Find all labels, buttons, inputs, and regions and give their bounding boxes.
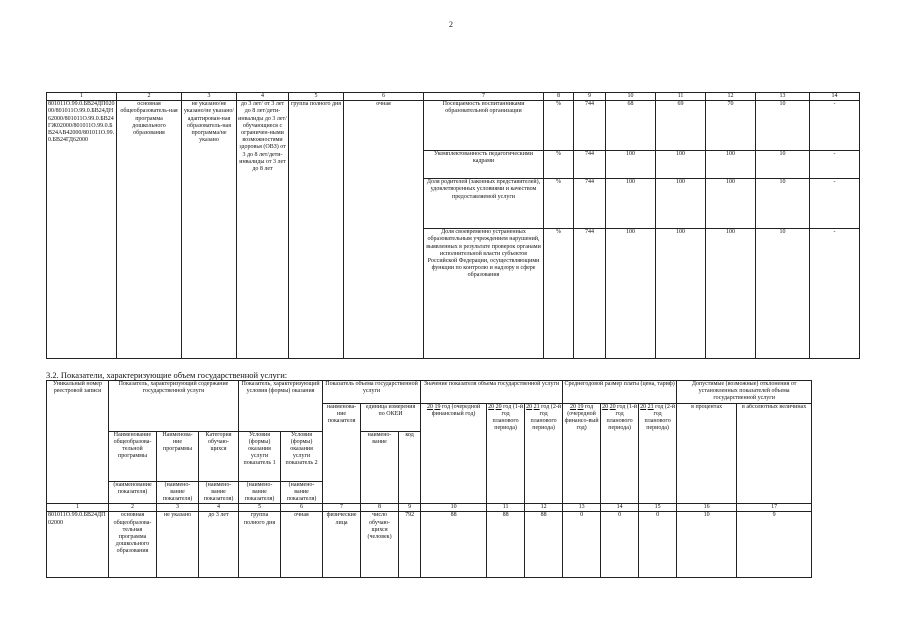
abs-deviation-cell: - <box>810 229 860 359</box>
header-note-3: (наимено-вание показателя) <box>199 481 239 504</box>
volume-indicators-table <box>46 380 812 578</box>
code-cell: 744 <box>574 101 606 151</box>
indicator-name: Посещаемость воспитанниками образовательной организации <box>424 101 544 151</box>
value-cell: 68 <box>606 101 656 151</box>
header-conditions: Показатель, характеризующий условия (формы) оказания <box>239 381 323 432</box>
column-number: 7 <box>424 93 544 101</box>
column-number: 11 <box>656 93 706 101</box>
data-cell: 0 <box>639 512 677 578</box>
column-number: 12 <box>525 504 563 512</box>
column-number: 17 <box>737 504 812 512</box>
deviation-cell: 10 <box>756 229 810 359</box>
column-number: 6 <box>344 93 424 101</box>
form-cell: очная <box>344 101 424 359</box>
indicator-name: Доля родителей (законных представителей), удовлетворенных условиями и качеством предоставляемой услуги <box>424 179 544 229</box>
table-row <box>47 504 812 512</box>
deviation-cell: 10 <box>756 101 810 151</box>
column-number: 9 <box>574 93 606 101</box>
code-cell: 744 <box>574 229 606 359</box>
column-number: 9 <box>399 504 421 512</box>
header-values: Значение показателя объема государственной услуги <box>421 381 563 404</box>
table-row <box>47 93 860 101</box>
header-sub-5: Условия (формы) оказания услуги показатель 2 <box>281 431 323 481</box>
column-number: 16 <box>677 504 737 512</box>
category-cell: до 3 лет/ от 3 лет до 8 лет/дети-инвалиды до 3 лет/ обучающиеся с ограничен-ными возможностями здоровья (ОВЗ) от 3 до 8 лет/дети-инвалиды от 3 лет до 8 лет <box>237 101 289 359</box>
unit-cell: % <box>544 101 574 151</box>
table-row <box>47 101 860 151</box>
abs-deviation-cell: - <box>810 179 860 229</box>
header-price: Среднегодовой размер платы (цена, тариф) <box>563 381 677 404</box>
header-year-1: 20 19 год (очередной финансовый год) <box>421 403 487 504</box>
column-number: 4 <box>237 93 289 101</box>
value-cell: 100 <box>606 179 656 229</box>
program-cell: основная общеобразователь-ная программа дошкольного образования <box>117 101 182 359</box>
header-deviation: Допустимые (возможные) отклонения от установленных показателей объема государственной услуги <box>677 381 812 404</box>
column-number: 15 <box>639 504 677 512</box>
value-cell: 100 <box>706 179 756 229</box>
column-number: 10 <box>606 93 656 101</box>
column-number: 14 <box>810 93 860 101</box>
column-number: 5 <box>289 93 344 101</box>
header-price-year-3: 20 21 год (2-й год планового периода) <box>639 403 677 504</box>
value-cell: 100 <box>606 229 656 359</box>
unit-cell: % <box>544 229 574 359</box>
header-sub-3: Категория обучаю-щихся <box>199 431 239 481</box>
header-note-5: (наимено-вание показателя) <box>281 481 323 504</box>
data-cell: 0 <box>563 512 601 578</box>
code-cell: 744 <box>574 179 606 229</box>
data-cell: 801011О.99.0.БВ24ДП02000 <box>47 512 109 578</box>
header-unit-code: код <box>399 431 421 504</box>
section-title: 3.2. Показатели, характеризующие объем государственной услуги: <box>46 370 288 380</box>
value-cell: 100 <box>656 151 706 179</box>
header-absolute: в абсолютных величинах <box>737 403 812 504</box>
value-cell: 100 <box>706 229 756 359</box>
data-cell: 88 <box>525 512 563 578</box>
header-unit: единица измерения по ОКЕИ <box>361 403 421 431</box>
column-number: 10 <box>421 504 487 512</box>
page-number: 2 <box>449 20 453 29</box>
value-cell: 100 <box>606 151 656 179</box>
column-number: 4 <box>199 504 239 512</box>
column-number: 13 <box>756 93 810 101</box>
data-cell: очная <box>281 512 323 578</box>
column-number: 6 <box>281 504 323 512</box>
column-number: 13 <box>563 504 601 512</box>
data-cell: основная общеобразова-тельная программа дошкольного образования <box>109 512 157 578</box>
column-number: 2 <box>117 93 182 101</box>
data-cell: 88 <box>421 512 487 578</box>
value-cell: 100 <box>656 179 706 229</box>
column-number: 1 <box>47 504 109 512</box>
header-note-2: (наимено-вание показателя) <box>157 481 199 504</box>
unit-cell: % <box>544 179 574 229</box>
registry-number-cell: 801011О.99.0.БВ24ДП02000/801011О.99.0.БВ24ДН62000/801011О.99.0.БВ24ГЖ02000/801011О.99.0.БВ24АВ42000/801011О.99.0.БВ24ГД62000 <box>47 101 117 359</box>
data-cell: группа полного дня <box>239 512 281 578</box>
header-price-year-2: 20 20 год (1-й год планового периода) <box>601 403 639 504</box>
value-cell: 100 <box>706 151 756 179</box>
column-number: 8 <box>544 93 574 101</box>
column-number: 12 <box>706 93 756 101</box>
header-registry: Уникальный номер реестровой записи <box>47 381 109 504</box>
header-sub-1: Наименование общеобразова-тельной программы <box>109 431 157 481</box>
data-cell: 10 <box>677 512 737 578</box>
header-volume-name: наименова-ние показателя <box>323 403 361 504</box>
column-number: 1 <box>47 93 117 101</box>
column-number: 7 <box>323 504 361 512</box>
column-number: 3 <box>157 504 199 512</box>
quality-indicators-table <box>46 92 860 359</box>
header-content: Показатель, характеризующий содержание государственной услуги <box>109 381 239 432</box>
deviation-cell: 10 <box>756 151 810 179</box>
data-cell: число обучаю-щихся (человек) <box>361 512 399 578</box>
unit-cell: % <box>544 151 574 179</box>
header-year-3: 20 21 год (2-й год планового периода) <box>525 403 563 504</box>
table-row <box>47 381 812 404</box>
program-type-cell: не указано/не указано/не указано/ адаптирован-ная образователь-ная программа/не указано <box>182 101 237 359</box>
header-note-4: (наимено-вание показателя) <box>239 481 281 504</box>
column-number: 2 <box>109 504 157 512</box>
header-sub-2: Наименова-ние программы <box>157 431 199 481</box>
header-note-1: (наименование показателя) <box>109 481 157 504</box>
deviation-cell: 10 <box>756 179 810 229</box>
indicator-name: Доля своевременно устраненных образовательным учреждением нарушений, выявленных в результате проверок органами исполнительной власти субъектов Российской Федерации, осуществляющими функции по контролю и надзору в сфере образования <box>424 229 544 359</box>
abs-deviation-cell: - <box>810 151 860 179</box>
table-row <box>47 512 812 578</box>
value-cell: 100 <box>656 229 706 359</box>
column-number: 5 <box>239 504 281 512</box>
value-cell: 70 <box>706 101 756 151</box>
data-cell: до 3 лет <box>199 512 239 578</box>
data-cell: 88 <box>487 512 525 578</box>
data-cell: 0 <box>601 512 639 578</box>
code-cell: 744 <box>574 151 606 179</box>
column-number: 3 <box>182 93 237 101</box>
header-price-year-1: 20 19 год (очередной финансо-вый год) <box>563 403 601 504</box>
header-sub-4: Условия (формы) оказания услуги показатель 1 <box>239 431 281 481</box>
condition-cell: группа полного дня <box>289 101 344 359</box>
value-cell: 69 <box>656 101 706 151</box>
indicator-name: Укомплектованность педагогическими кадрами <box>424 151 544 179</box>
data-cell: не указано <box>157 512 199 578</box>
column-number: 8 <box>361 504 399 512</box>
column-number: 11 <box>487 504 525 512</box>
column-number: 14 <box>601 504 639 512</box>
abs-deviation-cell: - <box>810 101 860 151</box>
header-percent: в процентах <box>677 403 737 504</box>
header-year-2: 20 20 год (1-й год планового периода) <box>487 403 525 504</box>
data-cell: физические лица <box>323 512 361 578</box>
header-volume: Показатель объема государственной услуги <box>323 381 421 404</box>
data-cell: 9 <box>737 512 812 578</box>
header-unit-name: наимено-вание <box>361 431 399 504</box>
data-cell: 792 <box>399 512 421 578</box>
